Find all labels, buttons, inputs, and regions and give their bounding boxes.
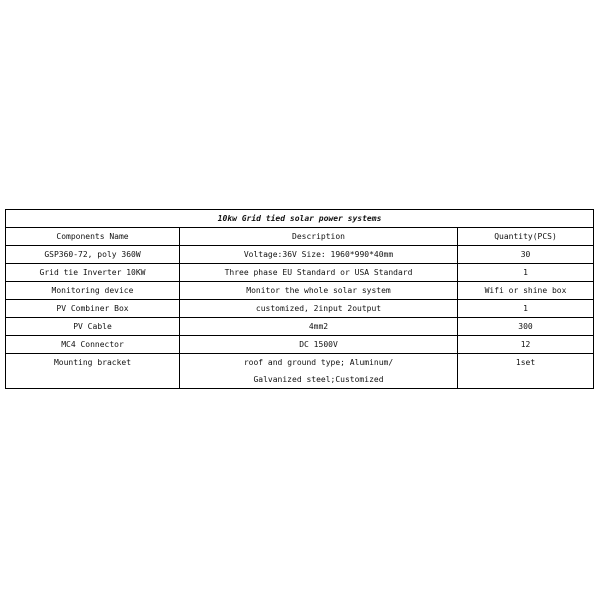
- quantity-cell: 12: [458, 336, 594, 354]
- table-title: 10kw Grid tied solar power systems: [6, 210, 594, 228]
- table-row: [6, 300, 594, 318]
- component-name-cell: Monitoring device: [6, 282, 180, 300]
- description-line: Galvanized steel;Customized: [253, 375, 384, 384]
- description-cell: [180, 354, 458, 389]
- quantity-cell: 1set: [458, 354, 594, 389]
- quantity-cell: Wifi or shine box: [458, 282, 594, 300]
- table-row: [6, 354, 594, 389]
- description-cell: Monitor the whole solar system: [180, 282, 458, 300]
- quantity-cell: 1: [458, 300, 594, 318]
- table-row: [6, 318, 594, 336]
- quantity-cell: 300: [458, 318, 594, 336]
- description-cell: 4mm2: [180, 318, 458, 336]
- component-name-cell: MC4 Connector: [6, 336, 180, 354]
- solar-system-spec-table: [5, 209, 594, 389]
- column-header-quantity: Quantity(PCS): [458, 228, 594, 246]
- table-row: [6, 246, 594, 264]
- component-name-cell: PV Cable: [6, 318, 180, 336]
- component-name-cell: Grid tie Inverter 10KW: [6, 264, 180, 282]
- column-header-components-name: Components Name: [6, 228, 180, 246]
- component-name-cell: Mounting bracket: [6, 354, 180, 389]
- table-row: [6, 336, 594, 354]
- description-cell: customized, 2input 2output: [180, 300, 458, 318]
- description-line: roof and ground type; Aluminum/: [243, 358, 394, 367]
- quantity-cell: 30: [458, 246, 594, 264]
- table-header-row: [6, 228, 594, 246]
- quantity-cell: 1: [458, 264, 594, 282]
- description-cell: Three phase EU Standard or USA Standard: [180, 264, 458, 282]
- table-title-row: [6, 210, 594, 228]
- column-header-description: Description: [180, 228, 458, 246]
- description-cell: Voltage:36V Size: 1960*990*40mm: [180, 246, 458, 264]
- component-name-cell: GSP360-72, poly 360W: [6, 246, 180, 264]
- table-row: [6, 282, 594, 300]
- table-row: [6, 264, 594, 282]
- component-name-cell: PV Combiner Box: [6, 300, 180, 318]
- description-cell: DC 1500V: [180, 336, 458, 354]
